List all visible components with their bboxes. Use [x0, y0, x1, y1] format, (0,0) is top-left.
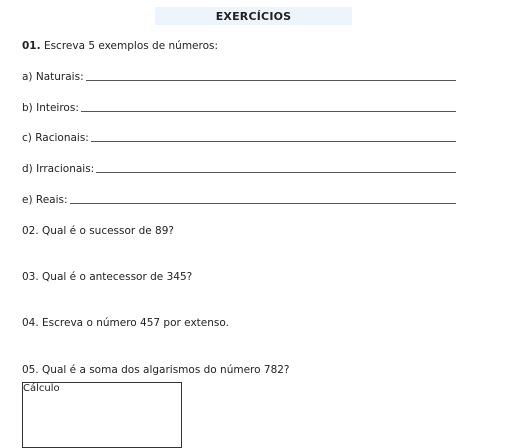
calculation-label: Cálculo: [23, 383, 60, 394]
answer-row-racionais: [22, 132, 456, 144]
page-title-text: EXERCÍCIOS: [215, 9, 292, 23]
answer-row-irracionais: [22, 163, 456, 175]
question-1-text: Escreva 5 exemplos de números:: [43, 40, 219, 52]
answer-label-naturais: a) Naturais:: [22, 71, 84, 83]
answer-label-reais: e) Reais:: [22, 194, 68, 206]
answer-row-inteiros: [22, 102, 456, 114]
answer-blank-reais[interactable]: [70, 202, 456, 204]
answer-blank-irracionais[interactable]: [96, 171, 456, 173]
question-2: 02. Qual é o sucessor de 89?: [22, 225, 174, 237]
answer-row-naturais: [22, 71, 456, 83]
question-1-number: 01.: [22, 40, 41, 52]
answer-blank-inteiros[interactable]: [81, 110, 456, 112]
answer-label-racionais: c) Racionais:: [22, 132, 89, 144]
answer-row-reais: [22, 194, 456, 206]
page-title: [155, 7, 352, 25]
answer-blank-naturais[interactable]: [86, 79, 456, 81]
calculation-box[interactable]: [22, 382, 182, 448]
answer-blank-racionais[interactable]: [91, 140, 456, 142]
question-1: [22, 40, 218, 52]
answer-label-inteiros: b) Inteiros:: [22, 102, 79, 114]
answer-label-irracionais: d) Irracionais:: [22, 163, 95, 175]
question-3: 03. Qual é o antecessor de 345?: [22, 271, 193, 283]
question-5: 05. Qual é a soma dos algarismos do número 782?: [22, 364, 290, 376]
question-4: 04. Escreva o número 457 por extenso.: [22, 317, 229, 329]
